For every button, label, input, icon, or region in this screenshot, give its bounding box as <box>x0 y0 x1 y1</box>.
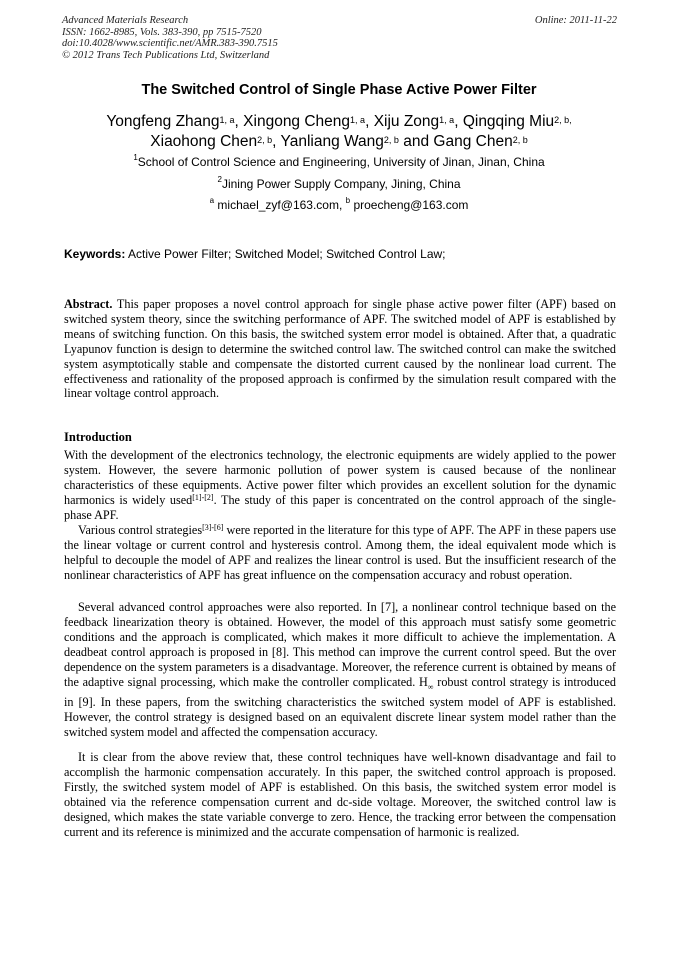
issn-line: ISSN: 1662-8985, Vols. 383-390, pp 7515-7520 <box>62 26 262 38</box>
keywords-line <box>64 247 616 261</box>
affiliation-text: Jining Power Supply Company, Jining, China <box>221 177 461 191</box>
author-name: Qingqing Miu <box>462 113 555 130</box>
h-infinity-subscript: ∞ <box>427 681 434 691</box>
abstract-text: This paper proposes a novel control approach for single phase active power filter (APF) based on switched system theory, since the switching performance of APF. The switched model of APF is established by means of switching function. On this basis, the switched system error model is obtained. After that, a quadratic Lyapunov function is design to determine the switched control law. The switched control can make the switched system asymptotically stable and compensate the distorted current caused by the nonlinear load current. The effectiveness and rationality of the proposed approach is confirmed by the simulation result compared with the linear voltage control approach. <box>64 297 617 401</box>
online-date: Online: 2011-11-22 <box>534 15 617 26</box>
author-name: Xingong Cheng <box>243 113 351 130</box>
author-affiliation-mark: 2, b, <box>554 115 572 125</box>
intro-paragraph-2 <box>64 523 616 583</box>
journal-name: Advanced Materials Research <box>62 15 189 26</box>
author-separator: , <box>365 113 374 130</box>
affiliation-1 <box>0 155 678 169</box>
paragraph-text: Various control strategies <box>78 523 203 537</box>
paragraph-text: With the development of the electronics technology, the electronic equipments are widely applied to the power system. However, the severe harmonic pollution of power system is caused because of the nonlinear characteristics of these equipments. Active power filter which provides an excellent solution for the dynamic harmonics is widely used <box>64 448 616 507</box>
email-a[interactable]: michael_zyf@163.com <box>217 198 339 212</box>
paragraph-text: were reported in the literature for this type of APF. The APF in these papers use the linear voltage or current control and hysteresis control. Among them, the ideal equivalent mode which is helpful to decouple the model of APF and realizes the linear control is used. But the insufficient research of the nonlinear characteristics of APF has great influence on the compensation accuracy and robust operation. <box>64 523 616 582</box>
email-mark-a: a <box>209 196 215 205</box>
author-affiliation-mark: 1, a <box>350 115 366 125</box>
author-name: Yongfeng Zhang <box>106 113 220 130</box>
author-affiliation-mark: 1, a <box>439 115 455 125</box>
paragraph-text: . The study of this paper is concentrated on the control approach of the single-phase APF. <box>64 492 616 522</box>
intro-paragraph-1 <box>64 448 616 523</box>
copyright-line: © 2012 Trans Tech Publications Ltd, Switzerland <box>62 49 270 61</box>
intro-paragraph-4: It is clear from the above review that, these control techniques have well-known disadvantage and fail to accomplish the harmonic compensation accurately. In this paper, the switched control approach is proposed. Firstly, the switched system model of APF is established. On this basis, the switched system error model is obtained via the reference compensation current and dc-side voltage. Moreover, the switched control law is designed, which makes the state variable converge to zero. Hence, the tracking error between the compensation current and its reference is minimized and the accurate compensation of harmonic is realized. <box>64 750 616 839</box>
author-list <box>0 112 678 152</box>
affiliation-mark: 1 <box>133 153 138 162</box>
author-name: Xiaohong Chen <box>150 133 258 150</box>
paragraph-text: robust control strategy is introduced in [9]. In these papers, from the switching characteristics the switched system model of APF is established. However, the control strategy is designed based on an equivalent discrete linear system model rather than the switched system model and affected the compensation accuracy. <box>64 674 616 739</box>
section-heading-introduction: Introduction <box>64 430 132 444</box>
author-affiliation-mark: 1, a <box>219 115 235 125</box>
abstract <box>64 297 616 401</box>
author-affiliation-mark: 2, b <box>257 135 273 145</box>
author-name: Yanliang Wang <box>280 133 384 150</box>
author-separator: , <box>272 133 281 150</box>
paragraph-text: Several advanced control approaches were also reported. In [7], a nonlinear control technique based on the feedback linearization theory is obtained. However, the model of this approach must satisfy some geometric conditions and the approach is complicated, which makes it more difficult to achieve the implementation. A deadbeat control approach is proposed in [8]. This method can improve the current control speed. But the over dependence on the system parameters is a disadvantage. Moreover, the reference current is obtained by means of the adaptive signal processing, which make the controller complicated. H <box>64 600 616 689</box>
author-emails <box>0 198 678 212</box>
author-affiliation-mark: 2, b <box>512 135 528 145</box>
paper-title: The Switched Control of Single Phase Active Power Filter <box>141 82 537 98</box>
citation-ref[interactable]: [1]-[2] <box>192 492 214 502</box>
email-b[interactable]: proecheng@163.com <box>353 198 469 212</box>
affiliation-mark: 2 <box>217 175 222 184</box>
intro-paragraph-3 <box>64 600 616 740</box>
affiliation-2 <box>0 177 678 191</box>
doi-line[interactable]: doi:10.4028/www.scientific.net/AMR.383-390.7515 <box>62 38 278 50</box>
publication-header <box>62 15 617 61</box>
email-mark-b: b <box>345 196 351 205</box>
author-name: Gang Chen <box>433 133 513 150</box>
keywords-label: Keywords: <box>64 247 126 261</box>
author-affiliation-mark: 2, b <box>383 135 399 145</box>
email-separator: , <box>338 198 346 212</box>
author-separator: , <box>454 113 463 130</box>
author-name: Xiju Zong <box>373 113 440 130</box>
author-separator: and <box>398 133 434 150</box>
abstract-label: Abstract. <box>64 297 113 311</box>
citation-ref[interactable]: [3]-[6] <box>202 523 224 532</box>
author-separator: , <box>234 113 244 130</box>
affiliation-text: School of Control Science and Engineering, University of Jinan, Jinan, China <box>137 155 545 169</box>
keywords-text: Active Power Filter; Switched Model; Switched Control Law; <box>128 247 446 261</box>
